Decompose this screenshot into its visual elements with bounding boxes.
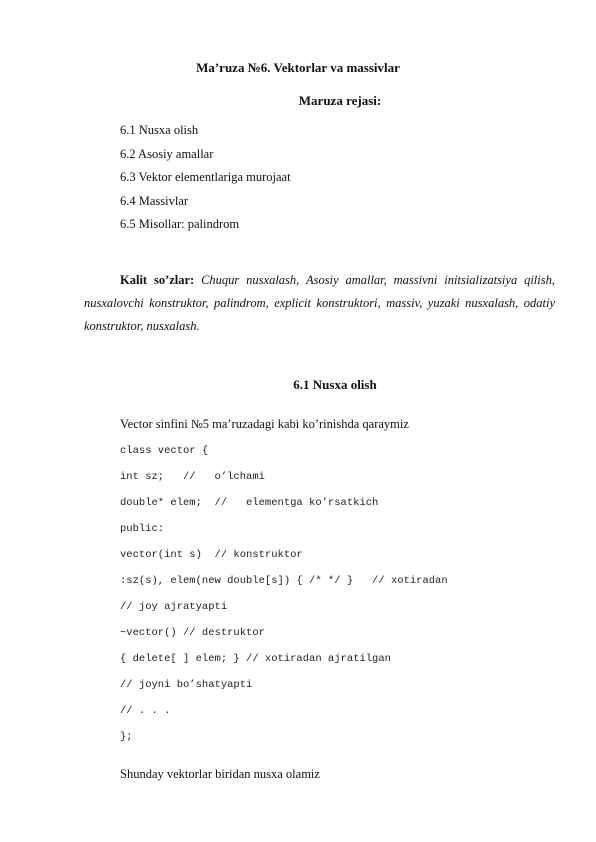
plan-item: 6.2 Asosiy amallar	[120, 146, 214, 161]
code-block	[120, 444, 448, 756]
code-line: { delete[ ] elem; } // xotiradan ajratilgan	[120, 653, 391, 665]
code-line: public:	[120, 523, 165, 535]
code-line: vector(int s) // konstruktor	[120, 549, 303, 561]
code-line: };	[120, 731, 133, 743]
plan-item: 6.5 Misollar: palindrom	[120, 217, 240, 231]
section-heading: 6.1 Nusxa olish	[293, 377, 377, 392]
keywords-paragraph	[84, 269, 555, 338]
keywords-text: Chuqur nusxalash, Asosiy amallar, massivni initsializatsiya qilish, nusxalovchi konstruktor, palindrom, explicit konstruktori, massiv, yuzaki nusxalash, odatiy konstruktor, nusxalash.	[84, 273, 555, 333]
code-line: int sz; // o’lchami	[120, 471, 265, 483]
plan-item: 6.4 Massivlar	[120, 193, 189, 208]
code-line: // joy ajratyapti	[120, 601, 228, 613]
code-line: // . . .	[120, 705, 171, 717]
plan-heading: Maruza rejasi:	[298, 93, 382, 108]
plan-item: 6.3 Vektor elementlariga murojaat	[120, 170, 291, 184]
code-line: ~vector() // destruktor	[120, 627, 265, 639]
outro-paragraph: Shunday vektorlar biridan nusxa olamiz	[120, 767, 320, 781]
code-line: // joyni bo’shatyapti	[120, 679, 253, 691]
code-line: class vector {	[120, 445, 209, 457]
lecture-title: Ma’ruza №6. Vektorlar va massivlar	[196, 60, 400, 75]
plan-list	[120, 122, 291, 240]
code-line: :sz(s), elem(new double[s]) { /* */ } // xotiradan	[120, 575, 448, 587]
code-line: double* elem; // elementga ko’rsatkich	[120, 497, 379, 509]
keywords-label: Kalit so’zlar:	[120, 273, 195, 287]
intro-paragraph: Vector sinfini №5 ma’ruzadagi kabi ko’rinishda qaraymiz	[120, 417, 409, 431]
plan-item: 6.1 Nusxa olish	[120, 123, 199, 137]
